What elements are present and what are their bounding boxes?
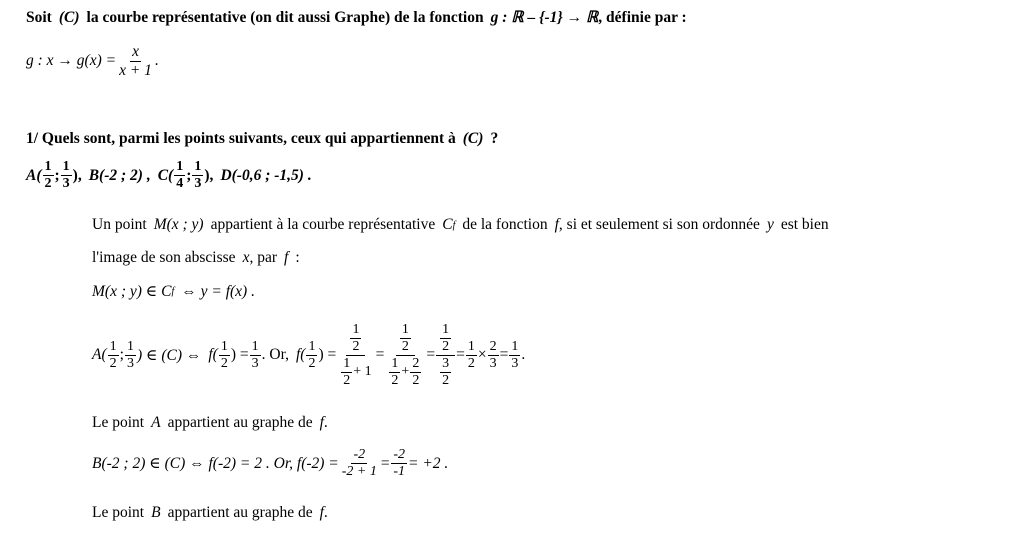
- pb-frac-2-num: -2: [393, 447, 406, 462]
- pa-result-num: 1: [251, 338, 259, 354]
- point-a-post: ),: [72, 166, 82, 184]
- point-b: B(-2 ; 2) ,: [88, 166, 151, 184]
- pb-concl-end: .: [323, 504, 328, 521]
- point-a-sep: ;: [54, 166, 60, 184]
- pa-big1-num-n: 1: [352, 321, 360, 337]
- pa-half-den: 2: [467, 355, 475, 371]
- point-a-y-den: 3: [62, 176, 70, 191]
- point-c-post: ),: [204, 166, 214, 184]
- pa-f2-pre: f(: [296, 346, 306, 363]
- function-definition: [26, 44, 159, 78]
- pa-eq-2: =: [426, 346, 436, 363]
- pb-concl-f: f: [319, 504, 324, 521]
- point-a-prefix: A(: [26, 166, 42, 184]
- expl-text-4: , si et seulement si son ordonnée: [558, 216, 760, 233]
- pa-big2-num-n: 1: [401, 321, 409, 337]
- pa-two-thirds-den: 3: [489, 355, 497, 371]
- pa-big3-num: [436, 323, 455, 356]
- g-end: .: [154, 52, 159, 69]
- pb-frac-2-den: -1: [393, 464, 406, 479]
- pa-big-fraction-1: [337, 323, 374, 388]
- pa-f2-den: 2: [308, 355, 316, 371]
- pa-big3-num-n: 1: [442, 321, 450, 337]
- point-a-y: [61, 160, 72, 191]
- point-b-conclusion: [92, 504, 328, 522]
- pa-big1-plus: + 1: [353, 364, 372, 379]
- point-a-conclusion: [92, 414, 328, 432]
- pa-f2-num: 1: [308, 338, 316, 354]
- pa-concl-pre: Le point: [92, 414, 145, 431]
- pa-f-den: 2: [220, 355, 228, 371]
- pa-big1-num: [346, 323, 365, 356]
- pb-result: = +2 .: [408, 454, 449, 472]
- pb-concl-pre: Le point: [92, 504, 145, 521]
- point-c-y-num: 1: [194, 159, 202, 174]
- pa-f-num: 1: [220, 338, 228, 354]
- pa-final-den: 3: [511, 355, 519, 371]
- expl-text-7: , par: [249, 249, 277, 266]
- pb-frac-1-num: -2: [353, 447, 366, 462]
- pa-two-thirds: [488, 340, 499, 371]
- intro-text-1: Soit: [26, 8, 52, 26]
- pa-eq-3: =: [456, 346, 465, 363]
- pa-in: ) ∈ (C) ⇔: [136, 346, 202, 364]
- point-c-y: [192, 160, 203, 191]
- expl-cf: C: [442, 216, 453, 233]
- pa-concl-pt: A: [151, 414, 161, 431]
- pa-half-num: 1: [467, 338, 475, 354]
- pa-f-eq: ) =: [230, 346, 249, 363]
- expl-x: x: [242, 249, 250, 266]
- pa-times: ×: [477, 346, 487, 363]
- point-c-y-den: 3: [194, 176, 202, 191]
- pa-big1-den-n: 1: [343, 355, 351, 371]
- point-c-prefix: C(: [157, 166, 174, 184]
- pa-half: [466, 340, 477, 371]
- pa-result-den: 3: [251, 355, 259, 371]
- expl-text-8: :: [295, 249, 300, 266]
- pa-big2-plus: +: [401, 364, 410, 379]
- pa-big3-den-n: 3: [442, 355, 450, 371]
- pa-big-fraction-3: [436, 323, 455, 388]
- pa-y: [125, 340, 136, 371]
- pa-prefix: A(: [92, 346, 107, 363]
- point-a-x: [43, 160, 54, 191]
- g-map: g : x → g(x) =: [26, 52, 117, 69]
- pb-frac-1-den: -2 + 1: [341, 464, 377, 479]
- pa-big2-den-a-d: 2: [391, 372, 399, 388]
- pb-line: B(-2 ; 2) ∈ (C) ⇔ f(-2) = 2 . Or, f(-2) =: [92, 455, 339, 472]
- pa-concl-end: .: [323, 414, 328, 431]
- pa-big2-den-a-n: 1: [391, 355, 399, 371]
- point-c-x: [174, 160, 185, 191]
- intro-text-3: , définie par :: [598, 8, 687, 26]
- g-denominator: x + 1: [119, 61, 152, 79]
- pa-big2-den: [385, 356, 425, 388]
- point-a-x-num: 1: [44, 159, 52, 174]
- pa-big3-den-d: 2: [442, 372, 450, 388]
- explanation-equivalence: [92, 282, 255, 301]
- pa-f2-eq: ) =: [318, 346, 337, 363]
- point-b-computation: [92, 448, 448, 479]
- pa-two-thirds-num: 2: [489, 338, 497, 354]
- question-mark: ?: [490, 130, 499, 147]
- pa-big3-num-d: 2: [442, 338, 450, 354]
- expl-text-1: Un point: [92, 216, 147, 233]
- expl-f-2: f: [284, 249, 289, 266]
- pa-eq-1: =: [375, 346, 385, 363]
- expl-y: y: [766, 216, 774, 233]
- pb-frac-2: [391, 448, 407, 479]
- point-a-x-den: 2: [44, 176, 52, 191]
- function-domain: g : ℝ – {-1} → ℝ: [490, 9, 599, 26]
- point-a-y-num: 1: [62, 159, 70, 174]
- explanation-line-1: [92, 216, 829, 234]
- pa-result: [250, 340, 261, 371]
- g-numerator: x: [132, 43, 139, 60]
- pa-x: [108, 340, 119, 371]
- pa-big2-den-b-d: 2: [412, 372, 420, 388]
- point-d: D(-0,6 ; -1,5) .: [220, 166, 312, 184]
- pa-big2-num: [396, 323, 415, 356]
- expl-text-5: est bien: [780, 216, 829, 233]
- pa-f-arg: [219, 340, 230, 371]
- expl-point-m: M(x ; y): [153, 216, 204, 233]
- pa-final: [509, 340, 520, 371]
- expl-cf-sub: f: [452, 219, 456, 231]
- intro-text-2: la courbe représentative (on dit aussi Graphe) de la fonction: [86, 8, 484, 26]
- question-title: [26, 130, 498, 148]
- pb-frac-1: [340, 448, 379, 479]
- expl-f: f: [554, 216, 559, 233]
- pa-big1-den: [337, 356, 374, 388]
- expl-text-3: de la fonction: [462, 216, 548, 233]
- pa-or: . Or,: [261, 346, 289, 363]
- pa-y-num: 1: [126, 338, 134, 354]
- points-list: [26, 160, 312, 191]
- pa-x-num: 1: [109, 338, 117, 354]
- pa-final-num: 1: [511, 338, 519, 354]
- pb-eq: =: [379, 454, 391, 472]
- equiv-right: ⇔ y = f(x) .: [181, 282, 255, 300]
- curve-name: (C): [58, 8, 80, 26]
- expl-text-2: appartient à la courbe représentative: [210, 216, 436, 233]
- pa-x-den: 2: [109, 355, 117, 371]
- pa-y-den: 3: [126, 355, 134, 371]
- intro-line: [26, 8, 687, 27]
- pa-f-pre: f(: [208, 346, 218, 363]
- point-c-x-den: 4: [176, 176, 184, 191]
- equiv-sub: f: [171, 286, 175, 297]
- pa-concl-f: f: [319, 414, 324, 431]
- pa-eq-4: =: [499, 346, 509, 363]
- pa-f2-arg: [306, 340, 317, 371]
- equiv-left: M(x ; y) ∈ C: [92, 283, 172, 300]
- pa-big-fraction-2: [385, 323, 425, 388]
- pa-big2-den-b-n: 2: [412, 355, 420, 371]
- pa-big3-den: [436, 356, 455, 388]
- expl-text-6: l'image de son abscisse: [92, 249, 236, 266]
- pa-end: .: [521, 346, 526, 363]
- pb-concl-pt: B: [151, 504, 161, 521]
- g-fraction: [117, 44, 154, 78]
- point-c-x-num: 1: [176, 159, 184, 174]
- question-curve: (C): [462, 130, 484, 147]
- point-c-sep: ;: [186, 166, 192, 184]
- pa-sep: ;: [119, 346, 124, 363]
- explanation-line-2: [92, 249, 300, 267]
- pa-big2-num-d: 2: [401, 338, 409, 354]
- pa-big1-num-d: 2: [352, 338, 360, 354]
- question-label: 1/ Quels sont, parmi les points suivants, ceux qui appartiennent à: [26, 130, 456, 147]
- pa-big1-den-d: 2: [343, 372, 351, 388]
- pb-concl-mid: appartient au graphe de: [167, 504, 313, 521]
- pa-concl-mid: appartient au graphe de: [167, 414, 313, 431]
- point-a-computation: [92, 312, 525, 398]
